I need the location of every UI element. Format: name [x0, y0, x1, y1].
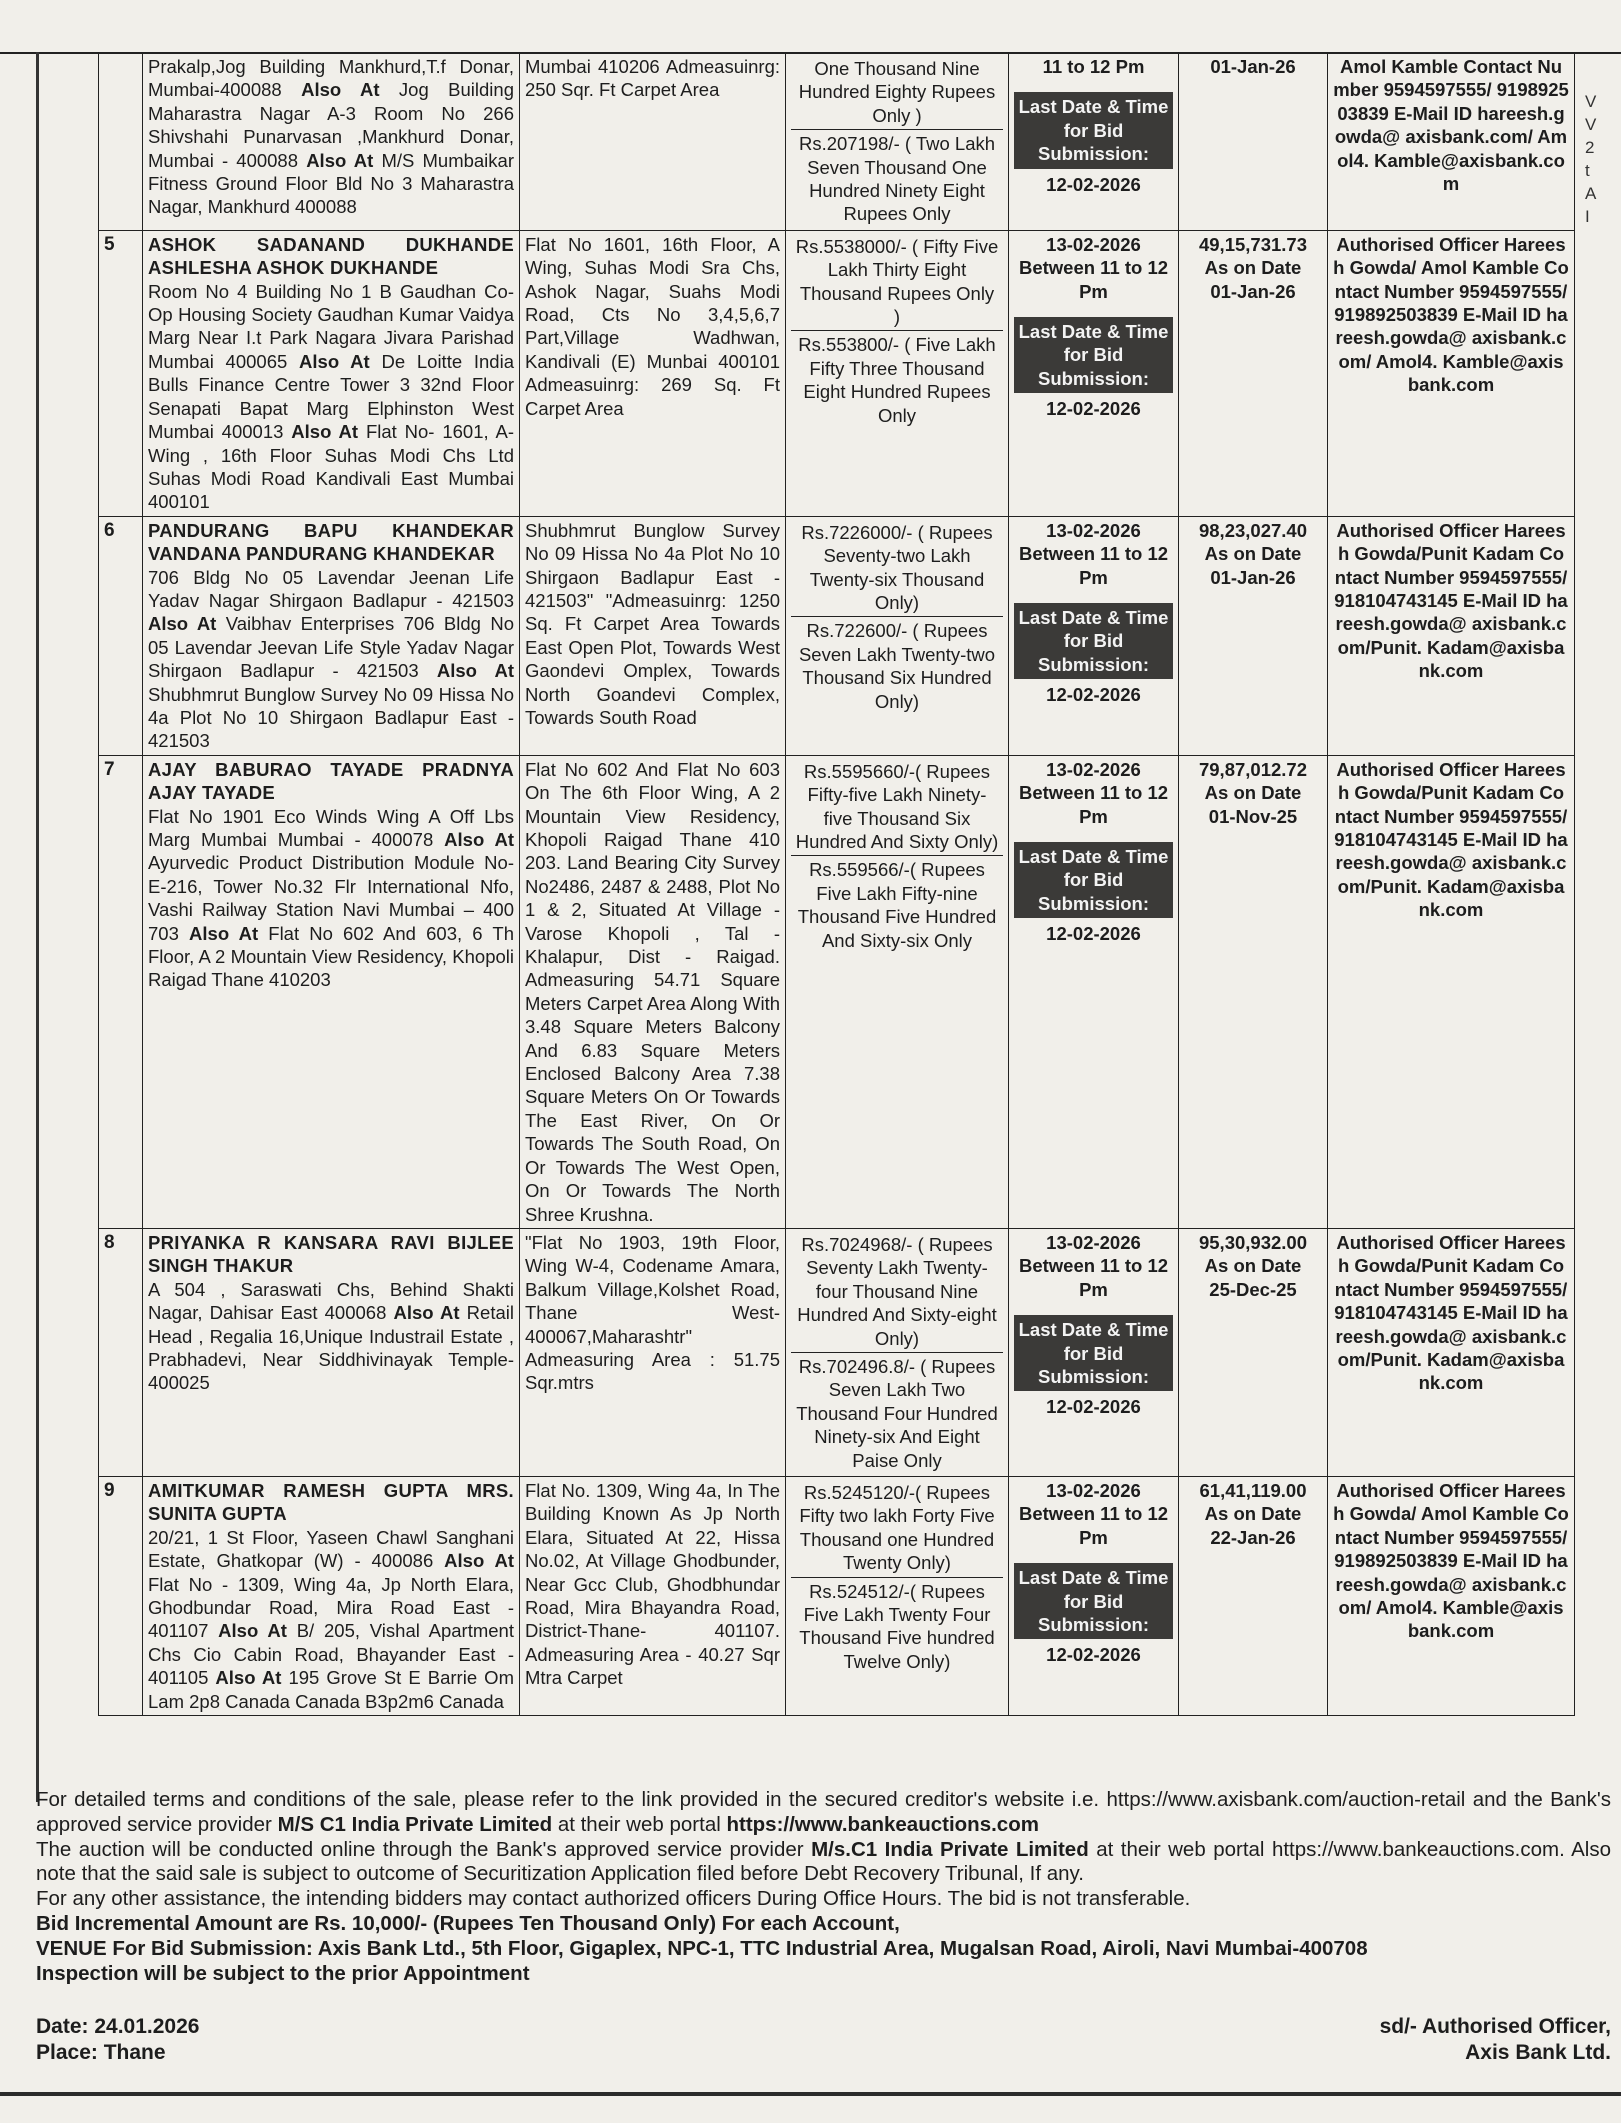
notice-footer — [36, 1788, 1611, 1986]
borrower-address — [148, 1526, 514, 1713]
notice-date: Date: 24.01.2026 — [36, 2015, 200, 2038]
price-cell — [786, 516, 1009, 755]
property-description: Flat No. 1309, Wing 4a, In The Building Known As Jp North Elara, Situated At 22, Hissa No.02, At Village Ghodbunder, Near Gcc Club, Ghodbhundar Road, Mira Bhayandra Road, District-Thane- 401107. Admeasuring Area - 40.27 Sqr Mtra Carpet — [520, 1476, 786, 1715]
also-at-label: Also At — [291, 421, 359, 443]
auction-date: 13-02-2026 — [1046, 233, 1141, 255]
table-row — [99, 53, 1575, 231]
address-text: B/ 205, Vishal Apartment Chs Cio Cabin Road, Bhayander East - 401105 — [148, 1620, 514, 1689]
address-text: Flat No 1901 Eco Winds Wing A Off Lbs Marg Mumbai Mumbai - 400078 — [148, 805, 514, 850]
emd-amount: Rs.722600/- ( Rupees Seven Lakh Twenty-two Thousand Six Hundred Only) — [798, 620, 996, 712]
due-as-on-label: As on Date — [1204, 1255, 1302, 1277]
reserve-price: Rs.5595660/-( Rupees Fifty-five Lakh Ninety-five Thousand Six Hundred And Sixty Only) — [791, 758, 1003, 857]
bid-deadline-date: 12-02-2026 — [1046, 398, 1141, 420]
address-text: 706 Bldg No 05 Lavendar Jeenan Life Yadav Nagar Shirgaon Badlapur - 421503 — [148, 566, 514, 611]
borrower-names: AJAY BABURAO TAYADE PRADNYA AJAY TAYADE — [148, 758, 514, 804]
due-date: 25-Dec-25 — [1209, 1278, 1297, 1300]
terms-text: For detailed terms and conditions of the sale, please refer to the link provided in the secured creditor's website i.e. https://www.axisbank.com/auction-retail and the Bank's approved service provider — [36, 1788, 1611, 1836]
bid-deadline-label: Last Date & Time for Bid Submission: — [1014, 603, 1173, 679]
serial-number: 8 — [99, 1228, 143, 1476]
also-at-label: Also At — [148, 613, 217, 635]
due-amount: 49,15,731.73 — [1198, 233, 1308, 255]
borrower-names: ASHOK SADANAND DUKHANDE ASHLESHA ASHOK DUKHANDE — [148, 233, 514, 279]
borrower-address — [148, 1278, 514, 1395]
authorised-officer-contact: Authorised Officer Hareesh Gowda/ Amol Kamble Contact Number 9594597555/ 919892503839 E-Mail ID hareesh.gowda@ axisbank.com/ Amol4. Kamble@axisbank.com — [1328, 230, 1575, 516]
auction-date: 13-02-2026 — [1046, 758, 1141, 780]
reserve-price: Rs.7024968/- ( Rupees Seventy Lakh Twenty-four Thousand Nine Hundred And Sixty-eight Only) — [791, 1231, 1003, 1353]
also-at-label: Also At — [215, 1667, 282, 1689]
left-border — [36, 52, 39, 1802]
due-date: 01-Jan-26 — [1210, 280, 1296, 302]
borrower-address — [148, 805, 514, 992]
reserve-price: One Thousand Nine Hundred Eighty Rupees Only ) — [791, 55, 1003, 130]
inspection-line: Inspection will be subject to the prior Appointment — [36, 1961, 530, 1985]
auction-time: Between 11 to 12 Pm — [1018, 257, 1169, 302]
auction-date: 13-02-2026 — [1046, 519, 1141, 541]
signature-block — [36, 2014, 1611, 2066]
signatory — [1380, 2014, 1611, 2066]
borrower-names: PANDURANG BAPU KHANDEKAR VANDANA PANDURANG KHANDEKAR — [148, 519, 514, 565]
reserve-price: Rs.7226000/- ( Rupees Seventy-two Lakh Twenty-six Thousand Only) — [791, 519, 1003, 618]
also-at-label: Also At — [189, 922, 259, 944]
bid-deadline-date: 12-02-2026 — [1046, 923, 1141, 945]
authorised-officer-contact: Authorised Officer Hareesh Gowda/Punit Kadam Contact Number 9594597555/ 918104743145 E-Mail ID hareesh.gowda@ axisbank.com/Punit. Kadam@axisbank.com — [1328, 755, 1575, 1228]
increment-line: Bid Incremental Amount are Rs. 10,000/- (Rupees Ten Thousand Only) For each Account, — [36, 1911, 900, 1935]
due-amount: 98,23,027.40 — [1198, 519, 1308, 541]
borrower-cell — [143, 53, 520, 231]
also-at-label: Also At — [299, 350, 370, 372]
property-description: "Flat No 1903, 19th Floor, Wing W-4, Codename Amara, Balkum Village,Kolshet Road, Thane West-400067,Maharashtr" Admeasuring Area : 51.75 Sqr.mtrs — [520, 1228, 786, 1476]
property-description: Flat No 1601, 16th Floor, A Wing, Suhas Modi Sra Chs, Ashok Nagar, Suahs Modi Road, Cts No 3,4,5,6,7 Part,Village Wadhwan, Kandivali (E) Munbai 400101 Admeasuinrg: 269 Sq. Ft Carpet Area — [520, 230, 786, 516]
address-text: Flat No - 1309, Wing 4a, Jp North Elara, Ghodbundar Road, Mira Road East - 401107 — [148, 1573, 514, 1642]
venue-line: VENUE For Bid Submission: Axis Bank Ltd., 5th Floor, Gigaplex, NPC-1, TTC Industrial Area, Mugalsan Road, Airoli, Navi Mumbai-400708 — [36, 1936, 1368, 1960]
notice-place: Place: Thane — [36, 2041, 166, 2064]
borrower-cell — [143, 755, 520, 1228]
due-amount: 61,41,119.00 — [1199, 1479, 1307, 1501]
auction-date: 13-02-2026 — [1046, 1479, 1141, 1501]
authorised-officer-contact: Authorised Officer Hareesh Gowda/Punit Kadam Contact Number 9594597555/ 918104743145 E-Mail ID hareesh.gowda@ axisbank.com/Punit. Kadam@axisbank.com — [1328, 516, 1575, 755]
service-provider: M/S C1 India Private Limited — [277, 1812, 553, 1836]
reserve-price: Rs.5245120/-( Rupees Fifty two lakh Forty Five Thousand one Hundred Twenty Only) — [791, 1479, 1003, 1578]
bid-deadline-date: 12-02-2026 — [1046, 1644, 1141, 1666]
due-date: 22-Jan-26 — [1210, 1526, 1296, 1548]
due-amount: 79,87,012.72 — [1198, 758, 1308, 780]
borrower-names: PRIYANKA R KANSARA RAVI BIJLEE SINGH THAKUR — [148, 1231, 514, 1277]
portal-link[interactable]: https://www.bankeauctions.com — [726, 1812, 1039, 1836]
borrower-address — [148, 55, 514, 219]
bid-deadline-label: Last Date & Time for Bid Submission: — [1014, 317, 1173, 393]
price-cell — [786, 230, 1009, 516]
bid-deadline-date: 12-02-2026 — [1046, 173, 1141, 195]
also-at-label: Also At — [393, 1302, 460, 1324]
signatory-bank: Axis Bank Ltd. — [1465, 2041, 1611, 2064]
borrower-cell — [143, 516, 520, 755]
address-text: Jog Building Maharastra Nagar A-3 Room No 266 Shivshahi Punarvasan ,Mankhurd Donar, Mumbai - 400088 — [148, 79, 514, 171]
emd-amount: Rs.524512/-( Rupees Five Lakh Twenty Four Thousand Five hundred Twelve Only) — [799, 1580, 995, 1672]
property-description: Shubhmrut Bunglow Survey No 09 Hissa No 4a Plot No 10 Shirgaon Badlapur East - 421503" "Admeasuinrg: 1250 Sq. Ft Carpet Area Towards East Open Plot, Towards West Gaondevi Omplex, Towards North Goandevi Complex, Towards South Road — [520, 516, 786, 755]
borrower-address — [148, 280, 514, 514]
auction-time: Between 11 to 12 Pm — [1018, 782, 1169, 827]
address-text: Vaibhav Enterprises 706 Bldg No 05 Lavendar Jeevan Life Style Yadav Nagar Shirgaon Badlapur - 421503 — [148, 613, 514, 682]
address-text: Prakalp,Jog Building Mankhurd,T.f Donar, Mumbai-400088 — [148, 56, 514, 101]
bid-deadline-date: 12-02-2026 — [1046, 684, 1141, 706]
margin-fragment: V V 2 t A I — [1585, 92, 1597, 226]
due-amount: 95,30,932.00 — [1198, 1231, 1308, 1253]
also-at-label: Also At — [444, 1550, 514, 1572]
outstanding-dues — [1179, 1476, 1328, 1715]
due-as-on-label: As on Date — [1204, 257, 1302, 279]
service-provider-2: M/s.C1 India Private Limited — [811, 1837, 1089, 1861]
borrower-cell — [143, 1476, 520, 1715]
address-text: 20/21, 1 St Floor, Yaseen Chawl Sanghani Estate, Ghatkopar (W) - 400086 — [148, 1526, 514, 1572]
authorised-officer-contact: Authorised Officer Hareesh Gowda/Punit Kadam Contact Number 9594597555/ 918104743145 E-Mail ID hareesh.gowda@ axisbank.com/Punit. Kadam@axisbank.com — [1328, 1228, 1575, 1476]
serial-number: 7 — [99, 755, 143, 1228]
bid-deadline-label: Last Date & Time for Bid Submission: — [1014, 1315, 1173, 1391]
auction-time: Between 11 to 12 Pm — [1018, 543, 1169, 588]
emd-amount: Rs.553800/- ( Five Lakh Fifty Three Thousand Eight Hundred Rupees Only — [798, 334, 996, 426]
emd-amount: Rs.702496.8/- ( Rupees Seven Lakh Two Thousand Four Hundred Ninety-six And Eight Paise Only — [796, 1355, 998, 1471]
table-row — [99, 516, 1575, 755]
price-cell — [786, 53, 1009, 231]
auction-schedule — [1009, 53, 1179, 231]
outstanding-dues — [1179, 755, 1328, 1228]
auction-schedule — [1009, 755, 1179, 1228]
also-at-label: Also At — [444, 829, 514, 850]
due-date: 01-Jan-26 — [1210, 566, 1296, 588]
due-as-on-label: As on Date — [1204, 543, 1302, 565]
terms-text-2: at their web portal — [552, 1812, 727, 1836]
borrower-cell — [143, 230, 520, 516]
auction-text-2: at their web portal https://www.bankeauctions.com. Also note that the said sale is subject to outcome of Securitization Application filed before Debt Recovery Tribunal, If any. — [36, 1837, 1612, 1886]
bid-deadline-label: Last Date & Time for Bid Submission: — [1014, 1563, 1173, 1639]
address-text: Shubhmrut Bunglow Survey No 09 Hissa No 4a Plot No 10 Shirgaon Badlapur East - 421503 — [148, 683, 514, 752]
due-as-on-label: As on Date — [1204, 782, 1302, 804]
table-row — [99, 755, 1575, 1228]
auction-text: The auction will be conducted online through the Bank's approved service provider — [36, 1837, 812, 1861]
address-text: M/S Mumbaikar Fitness Ground Floor Bld No 3 Maharastra Nagar, Mankhurd 400088 — [148, 149, 514, 218]
property-description: Mumbai 410206 Admeasuinrg: 250 Sqr. Ft Carpet Area — [520, 53, 786, 231]
table-row — [99, 230, 1575, 516]
auction-time: Between 11 to 12 Pm — [1018, 1503, 1169, 1548]
due-date: 01-Nov-25 — [1208, 805, 1298, 827]
also-at-label: Also At — [218, 1620, 287, 1642]
outstanding-dues — [1179, 516, 1328, 755]
bid-deadline-date: 12-02-2026 — [1046, 1396, 1141, 1418]
borrower-address — [148, 566, 514, 753]
auction-schedule — [1009, 1228, 1179, 1476]
reserve-price: Rs.5538000/- ( Fifty Five Lakh Thirty Eight Thousand Rupees Only ) — [791, 233, 1003, 332]
borrower-cell — [143, 1228, 520, 1476]
outstanding-dues — [1179, 1228, 1328, 1476]
address-text: 195 Grove St E Barrie Om Lam 2p8 Canada Canada B3p2m6 Canada — [148, 1667, 514, 1712]
auction-time: Between 11 to 12 Pm — [1018, 1255, 1169, 1300]
auction-table — [98, 52, 1575, 1716]
table-row — [99, 1476, 1575, 1715]
serial-number: 6 — [99, 516, 143, 755]
address-text: De Loitte India Bulls Finance Centre Tower 3 32nd Floor Senapati Bapat Marg Elphinston West Mumbai 400013 — [148, 350, 514, 443]
borrower-names: AMITKUMAR RAMESH GUPTA MRS. SUNITA GUPTA — [148, 1479, 514, 1525]
authorised-officer-contact: Authorised Officer Hareesh Gowda/ Amol Kamble Contact Number 9594597555/ 919892503839 E-Mail ID hareesh.gowda@ axisbank.com/ Amol4. Kamble@axisbank.com — [1328, 1476, 1575, 1715]
address-text: Ayurvedic Product Distribution Module No-E-216, Tower No.32 Flr International Nfo, Vashi Railway Station Navi Mumbai – 400 703 — [148, 852, 514, 944]
auction-date: 13-02-2026 — [1046, 1231, 1141, 1253]
signatory-title: sd/- Authorised Officer, — [1379, 2015, 1611, 2038]
due-date: 01-Jan-26 — [1210, 56, 1296, 77]
bid-deadline-label: Last Date & Time for Bid Submission: — [1014, 92, 1173, 168]
price-cell — [786, 755, 1009, 1228]
outstanding-dues — [1179, 230, 1328, 516]
also-at-label: Also At — [301, 79, 380, 101]
bid-deadline-label: Last Date & Time for Bid Submission: — [1014, 842, 1173, 918]
outstanding-dues — [1179, 53, 1328, 231]
terms-paragraph — [36, 1788, 1611, 1838]
emd-amount: Rs.559566/-( Rupees Five Lakh Fifty-nine Thousand Five Hundred And Sixty-six Only — [797, 859, 997, 951]
address-text: A 504 , Saraswati Chs, Behind Shakti Nagar, Dahisar East 400068 — [148, 1278, 514, 1324]
auction-paragraph — [36, 1838, 1611, 1888]
also-at-label: Also At — [436, 660, 514, 682]
property-description: Flat No 602 And Flat No 603 On The 6th Floor Wing, A 2 Mountain View Residency, Khopoli Raigad Thane 410 203. Land Bearing City Survey No2486, 2487 & 2488, Plot No 1 & 2, Situated At Village - Varose Khopoli , Tal - Khalapur, Dist - Raigad. Admeasuring 54.71 Square Meters Carpet Area Along With 3.48 Square Meters Balcony And 6.83 Square Meters Enclosed Balcony Area 7.38 Square Meters On Or Towards The East River, On Or Towards The South Road, On Or Towards The West Open, On Or Towards The North Shree Krushna. — [520, 755, 786, 1228]
also-at-label: Also At — [306, 149, 374, 171]
bottom-rule — [0, 2092, 1621, 2096]
serial-number — [99, 53, 143, 231]
authorised-officer-contact: Amol Kamble Contact Number 9594597555/ 919892503839 E-Mail ID hareesh.gowda@ axisbank.com/ Amol4. Kamble@axisbank.com — [1328, 53, 1575, 231]
assistance-paragraph: For any other assistance, the intending bidders may contact authorized officers During Office Hours. The bid is not transferable. — [36, 1887, 1191, 1911]
address-text: Retail Head , Regalia 16,Unique Industrail Estate , Prabhadevi, Near Siddhivinayak Temple-400025 — [148, 1302, 514, 1394]
due-as-on-label: As on Date — [1204, 1503, 1302, 1525]
price-cell — [786, 1476, 1009, 1715]
auction-schedule — [1009, 516, 1179, 755]
serial-number: 5 — [99, 230, 143, 516]
address-text: Flat No 602 And 603, 6 Th Floor, A 2 Mountain View Residency, Khopoli Raigad Thane 410203 — [148, 922, 514, 991]
emd-amount: Rs.207198/- ( Two Lakh Seven Thousand One Hundred Ninety Eight Rupees Only — [798, 133, 996, 225]
address-text: Flat No- 1601, A-Wing , 16th Floor Suhas Modi Chs Ltd Suhas Modi Road Kandivali East Mumbai 400101 — [148, 421, 514, 513]
auction-schedule — [1009, 230, 1179, 516]
auction-schedule — [1009, 1476, 1179, 1715]
auction-time: 11 to 12 Pm — [1042, 56, 1145, 77]
address-text: Room No 4 Building No 1 B Gaudhan Co-Op Housing Society Gaudhan Kumar Vaidya Marg Near I.t Park Nagara Jivara Parishad Mumbai 400065 — [148, 280, 514, 372]
price-cell — [786, 1228, 1009, 1476]
serial-number: 9 — [99, 1476, 143, 1715]
table-row — [99, 1228, 1575, 1476]
